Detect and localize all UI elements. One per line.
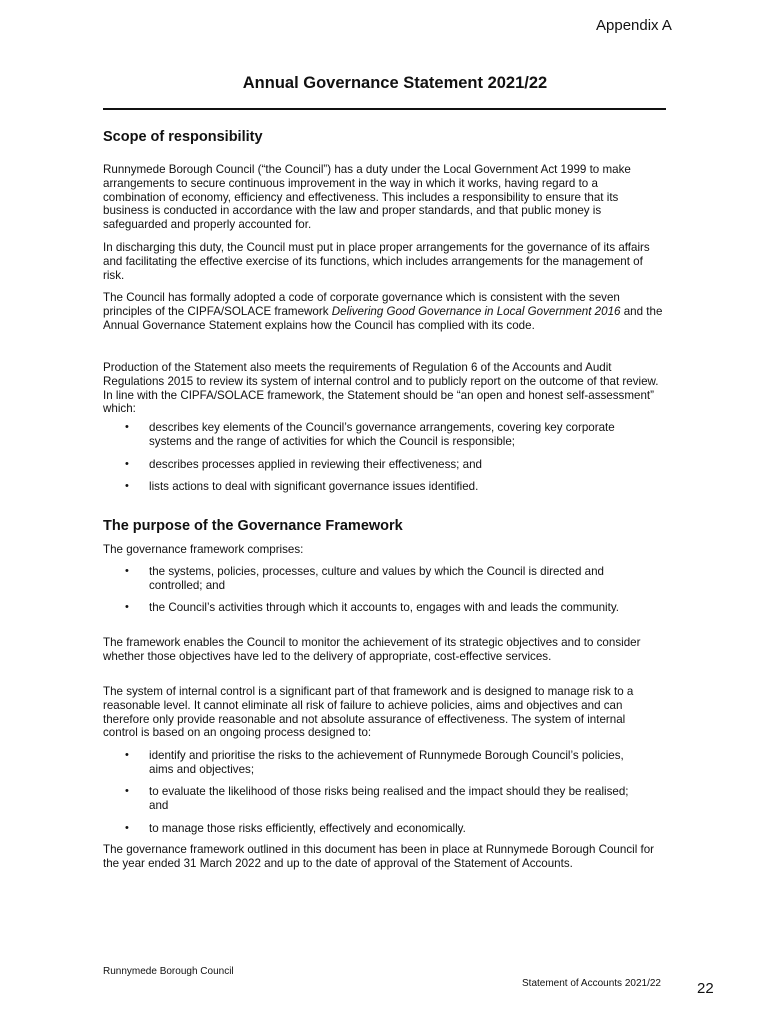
purpose-bullet-2: the Council’s activities through which it accounts to, engages with and leads the community.: [149, 601, 620, 614]
scope-paragraph-2: In discharging this duty, the Council must put in place proper arrangements for the governance of its affairs and facilitating the effective exercise of its functions, which includes arrangements for the management of risk.: [103, 241, 650, 282]
scope-paragraph-1: Runnymede Borough Council (“the Council”) has a duty under the Local Government Act 1999 to make arrangements to secure continuous improvement in the way in which it works, having regard to a combination of economy, efficiency and effectiveness. This includes a responsibility to ensure that its business is conducted in accordance with the law and proper standards, and that public money is safeguarded and properly accounted for.: [103, 163, 631, 232]
control-bullet-3: to manage those risks efficiently, effectively and economically.: [149, 822, 466, 835]
bullet-icon: [125, 565, 129, 579]
bullet-icon: [125, 785, 129, 799]
purpose-paragraph-2: The system of internal control is a significant part of that framework and is designed to manage risk to a reasonable level. It cannot eliminate all risk of failure to achieve policies, aims and objectives and can therefore only provide reasonable and not absolute assurance of effectiveness. The system of internal control is based on an ongoing process designed to:: [103, 685, 634, 740]
bullet-icon: [125, 822, 129, 836]
scope-p3-start: The Council has formally adopted a code of corporate governance which is consistent with the seven principles of the CIPFA/SOLACE framework: [103, 291, 620, 318]
footer-organisation: Runnymede Borough Council: [103, 966, 234, 977]
framework-title: Delivering Good Governance in Local Government 2016: [331, 304, 621, 318]
appendix-label: Appendix A: [596, 17, 672, 34]
purpose-heading: The purpose of the Governance Framework: [103, 518, 403, 534]
bullet-icon: [125, 601, 129, 615]
page-title: Annual Governance Statement 2021/22: [242, 74, 548, 92]
scope-bullet-1: describes key elements of the Council’s governance arrangements, covering key corporate systems and the range of activities for which the Council is responsible;: [149, 421, 615, 448]
purpose-paragraph-3: The governance framework outlined in this document has been in place at Runnymede Borough Council for the year ended 31 March 2022 and up to the date of approval of the Statement of Accounts.: [103, 843, 655, 870]
footer-document-title: Statement of Accounts 2021/22: [522, 978, 661, 989]
scope-p3-end: and the Annual Governance Statement explains how the Council has complied with its code.: [103, 304, 663, 332]
bullet-icon: [125, 421, 129, 435]
scope-paragraph-4: Production of the Statement also meets the requirements of Regulation 6 of the Accounts and Audit Regulations 2015 to review its system of internal control and to publicly report on the outcome of that review. In line with the CIPFA/SOLACE framework, the Statement should be “an open and honest self-assessment” which:: [103, 361, 659, 416]
purpose-paragraph-1: The framework enables the Council to monitor the achievement of its strategic objectives and to consider whether those objectives have led to the delivery of appropriate, cost-effective services.: [103, 636, 641, 663]
bullet-icon: [125, 458, 129, 472]
bullet-icon: [125, 480, 129, 494]
scope-bullet-2: describes processes applied in reviewing their effectiveness; and: [149, 458, 482, 471]
title-divider: [103, 108, 666, 110]
page-number: 22: [697, 980, 714, 997]
control-bullet-1: identify and prioritise the risks to the achievement of Runnymede Borough Council’s policies, aims and objectives;: [149, 749, 624, 776]
bullet-icon: [125, 749, 129, 763]
scope-heading: Scope of responsibility: [103, 129, 263, 145]
purpose-bullet-1: the systems, policies, processes, culture and values by which the Council is directed and controlled; and: [149, 565, 604, 592]
purpose-intro: The governance framework comprises:: [103, 543, 304, 556]
control-bullet-2: to evaluate the likelihood of those risks being realised and the impact should they be realised; and: [149, 785, 629, 812]
scope-bullet-3: lists actions to deal with significant governance issues identified.: [149, 480, 479, 493]
scope-paragraph-3: [103, 291, 663, 332]
